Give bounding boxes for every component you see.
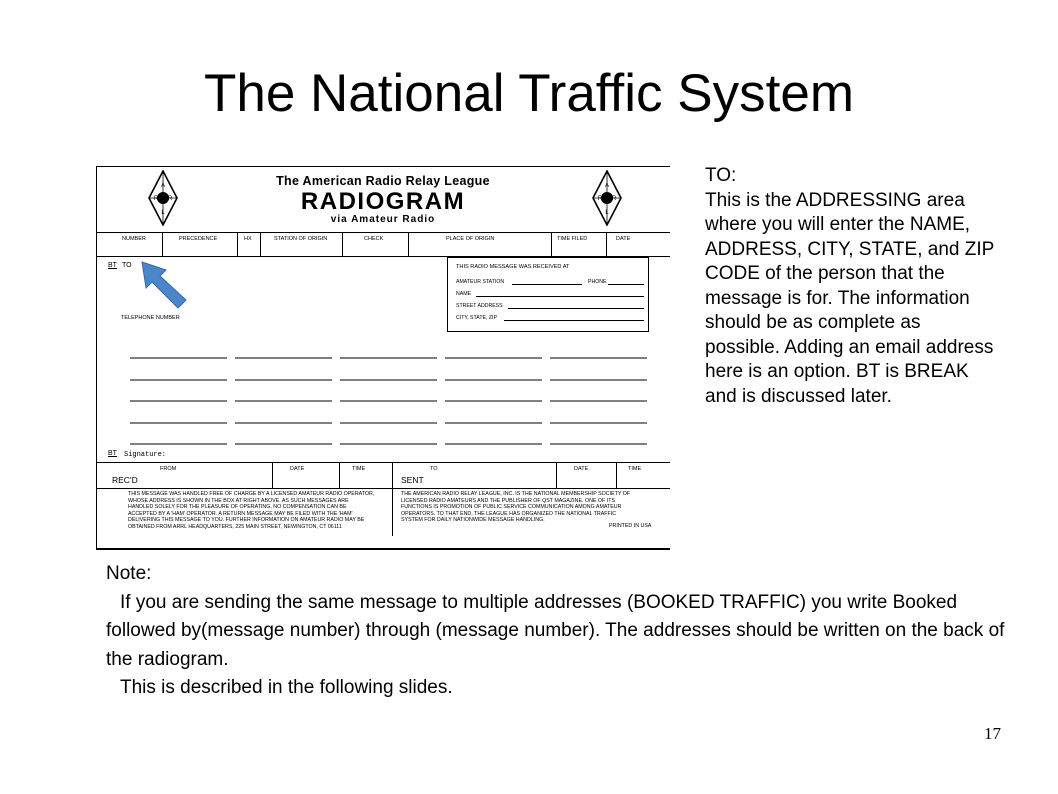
recd-divider [272,462,273,488]
sent-divider [616,462,617,488]
bt-marker-signature: BT [108,450,117,457]
form-subtitle: via Amateur Radio [330,214,436,225]
recd-row-bottom-line [96,488,670,489]
form-org-name: The American Radio Relay League [276,174,490,188]
preamble-top-line [96,232,670,233]
city-state-zip-label: CITY, STATE, ZIP [456,315,497,321]
preamble-divider [237,232,238,256]
svg-text:L: L [605,210,609,216]
signature-label: Signature: [124,451,167,459]
preamble-divider [260,232,261,256]
preamble-check: CHECK [364,236,384,242]
preamble-place-of-origin: PLACE OF ORIGIN [446,236,495,242]
svg-text:R: R [167,196,173,202]
recd-time-label: TIME [352,466,366,472]
message-text-lines [130,356,650,446]
svg-text:L: L [161,210,165,216]
phone-line [608,284,644,285]
to-label: TO [122,262,132,269]
svg-text:R: R [597,196,603,202]
recd-label: REC'D [112,475,138,485]
radiogram-form [96,166,670,550]
amateur-station-label: AMATEUR STATION [456,279,505,285]
note-label: Note: [106,563,152,584]
amateur-station-line [512,284,582,285]
preamble-divider [408,232,409,256]
recd-row-top-line [96,462,670,463]
svg-text:R: R [611,196,617,202]
received-at-box [447,257,649,332]
note-paragraph-1: If you are sending the same message to multiple addresses (BOOKED TRAFFIC) you write Booked followed by(message number) through (message number). The addresses should be written on the back of the radiogram. [106,591,1005,670]
sent-date-label: DATE [574,466,589,472]
preamble-precedence: PRECEDENCE [179,236,218,242]
name-label: NAME [456,291,471,297]
sent-label: SENT [401,475,424,485]
svg-text:R: R [153,196,159,202]
svg-text:A: A [160,183,166,189]
preamble-divider [606,232,607,256]
page-number: 17 [984,724,1001,743]
name-line [476,296,644,297]
preamble-hx: HX [244,236,252,242]
sent-divider [556,462,557,488]
preamble-divider [342,232,343,256]
preamble-divider [551,232,552,256]
preamble-divider [162,232,163,256]
note-section [106,560,1006,703]
sent-time-label: TIME [628,466,642,472]
pointer-arrow-icon [140,260,190,310]
street-line [508,308,644,309]
received-box-title: THIS RADIO MESSAGE WAS RECEIVED AT [456,264,570,270]
note-paragraph-2: This is described in the following slides. [120,677,453,698]
preamble-number: NUMBER [122,236,146,242]
center-divider [392,462,393,536]
recd-divider [339,462,340,488]
phone-label: PHONE [588,279,607,285]
preamble-station-of-origin: STATION OF ORIGIN [274,236,328,242]
page-title: The National Traffic System [203,64,854,123]
recd-from-label: FROM [160,466,177,472]
footer-left-text: THIS MESSAGE WAS HANDLED FREE OF CHARGE BY A LICENSED AMATEUR RADIO OPERATOR, WHOSE ADDRESS IS SHOWN IN THE BOX AT RIGHT ABOVE. AS SUCH MESSAGES ARE HANDLED SOLELY FOR THE PLEASURE OF OPERATING, NO COMPENSATION CAN BE ACCEPTED BY A 'HAM' OPERATOR. A RETURN MESSAGE MAY BE FILED WITH THE 'HAM' DELIVERING THIS MESSAGE TO YOU. FURTHER INFORMATION ON AMATEUR RADIO MAY BE OBTAINED FROM ARRL HEADQUARTERS, 225 MAIN STREET, NEWINGTON, CT 06111 [128,491,375,530]
bt-marker-top: BT [108,262,117,269]
form-title: RADIOGRAM [300,188,466,215]
preamble-time-filed: TIME FILED [557,236,588,242]
telephone-number-label: TELEPHONE NUMBER [121,315,180,321]
svg-text:A: A [604,183,610,189]
sent-to-label: TO [430,466,438,472]
printed-in-usa: PRINTED IN USA [609,523,652,529]
explanation-heading: TO: [705,165,737,186]
footer-right-text: THE AMERICAN RADIO RELAY LEAGUE, INC. IS THE NATIONAL MEMBERSHIP SOCIETY OF LICENSED RADIO AMATEURS AND THE PUBLISHER OF QST MAGAZINE. ONE OF ITS FUNCTIONS IS PROMOTION OF PUBLIC SERVICE COMMUNICATION AMONG AMATEUR OPERATORS. TO THAT END, THE LEAGUE HAS ORGANIZED THE NATIONAL TRAFFIC SYSTEM FOR DAILY NATIONWIDE MESSAGE HANDLING. [401,491,631,524]
recd-date-label: DATE [290,466,305,472]
preamble-date: DATE [616,236,631,242]
explanation-body: This is the ADDRESSING area where you will enter the NAME, ADDRESS, CITY, STATE, and ZIP CODE of the person that the message is for. The information should be as complete as possible. Adding an email address here is an option. BT is BREAK and is discussed later. [705,189,994,407]
street-address-label: STREET ADDRESS [456,303,503,309]
city-line [504,320,644,321]
addressing-explanation [705,164,995,409]
